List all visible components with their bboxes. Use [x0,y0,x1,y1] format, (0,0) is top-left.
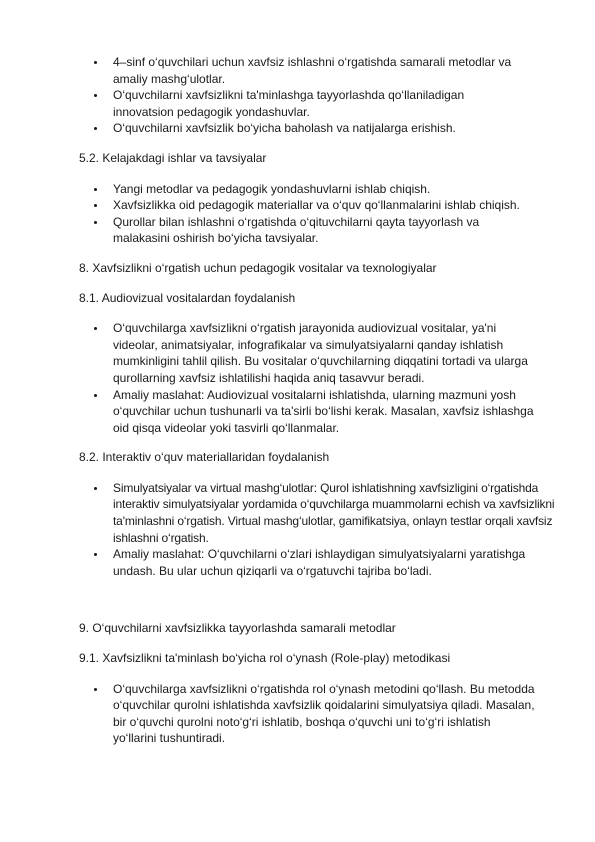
list-item: O‘quvchilarni xavfsizlikni ta'minlashga tayyorlashda qo‘llaniladigan innovatsion pedagogik yondashuvlar. [79,87,549,120]
bullet-list-role-play [79,681,557,747]
bullet-list-conclusions [79,54,549,137]
list-item: 4–sinf o‘quvchilari uchun xavfsiz ishlashni o‘rgatishda samarali metodlar va amaliy mashg‘ulotlar. [79,54,549,87]
list-item: Amaliy maslahat: Audiovizual vositalarni ishlatishda, ularning mazmuni yosh o‘quvchilar uchun tushunarli va ta'sirli bo‘lishi kerak. Masalan, xavfsiz ishlashga oid qisqa videolar yoki tasvirli qo‘llanmalar. [79,387,557,437]
bullet-list-audiovisual [79,320,557,436]
section-heading-8: 8. Xavfsizlikni o‘rgatish uchun pedagogik vositalar va texnologiyalar [79,260,437,275]
section-heading-8-1: 8.1. Audiovizual vositalardan foydalanish [79,290,296,305]
list-item: O‘quvchilarga xavfsizlikni o‘rgatish jarayonida audiovizual vositalar, ya'ni videolar, animatsiyalar, infografikalar va simulyatsiyalarni qanday ishlatish mumkinligini tahlil qilish. Bu vositalar o‘quvchilarning diqqatini tortadi va ularga qurollarning xavfsiz ishlatilishi haqida aniq tasavvur beradi. [79,320,557,386]
section-heading-8-2: 8.2. Interaktiv o‘quv materiallaridan foydalanish [79,450,330,465]
document-page [79,54,557,747]
list-item: O‘quvchilarni xavfsizlik bo‘yicha baholash va natijalarga erishish. [79,120,549,137]
list-item: Yangi metodlar va pedagogik yondashuvlarni ishlab chiqish. [79,181,557,198]
list-item: Xavfsizlikka oid pedagogik materiallar va o‘quv qo‘llanmalarini ishlab chiqish. [79,197,557,214]
section-heading-9-1: 9.1. Xavfsizlikni ta'minlash bo‘yicha rol o‘ynash (Role-play) metodikasi [79,651,451,666]
bullet-list-future-work [79,181,557,247]
bullet-list-interactive [79,480,557,580]
list-item: O‘quvchilarga xavfsizlikni o‘rgatishda rol o‘ynash metodini qo‘llash. Bu metodda o‘quvchilar qurolni ishlatishda xavfsizlik qoidalarini simulyatsiya qiladi. Masalan, bir o‘quvchi qurolni noto‘g‘ri ishlatib, boshqa o‘quvchi uni to‘g‘ri ishlatish yo‘llarini tushuntiradi. [79,681,557,747]
list-item: Simulyatsiyalar va virtual mashg‘ulotlar: Qurol ishlatishning xavfsizligini o‘rgatishda interaktiv simulyatsiyalar yordamida o‘quvchilarga muammolarni echish va xavfsizlikni ta'minlashni o‘rgatish. Virtual mashg‘ulotlar, gamifikatsiya, onlayn testlar orqali xavfsiz ishlashni o‘rgatish. [79,480,557,546]
section-heading-9: 9. O‘quvchilarni xavfsizlikka tayyorlashda samarali metodlar [79,621,396,636]
list-item: Qurollar bilan ishlashni o‘rgatishda o‘qituvchilarni qayta tayyorlash va malakasini oshirish bo‘yicha tavsiyalar. [79,214,557,247]
list-item: Amaliy maslahat: O‘quvchilarni o‘zlari ishlaydigan simulyatsiyalarni yaratishga undash. Bu ular uchun qiziqarli va o‘rgatuvchi tajriba bo‘ladi. [79,546,557,579]
section-heading-5-2: 5.2. Kelajakdagi ishlar va tavsiyalar [79,150,267,165]
